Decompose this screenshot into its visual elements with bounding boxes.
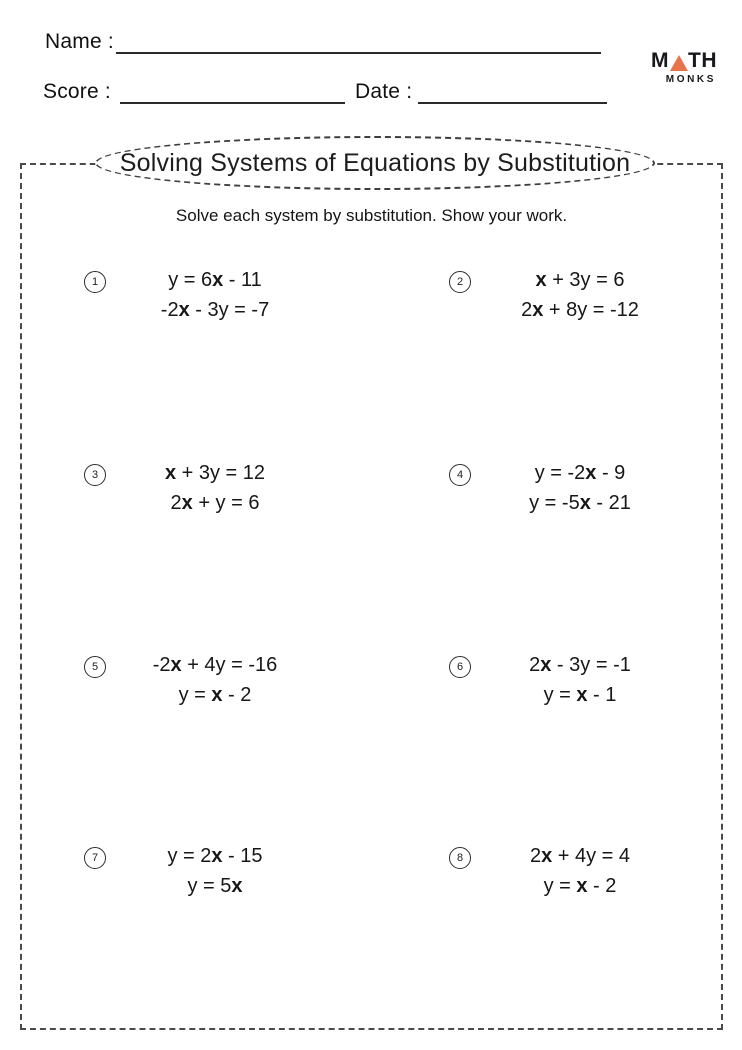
problem-number: 5 (91, 661, 99, 673)
equation-1: -2x + 4y = -16 (152, 654, 278, 676)
problem-number-circle (84, 847, 106, 869)
problem-number: 8 (456, 852, 464, 864)
title-oval (95, 136, 655, 190)
problem-item (449, 265, 669, 325)
math-monks-logo (635, 50, 717, 85)
problem-number-circle (449, 464, 471, 486)
equation-1: y = 6x - 11 (168, 269, 262, 291)
equation-1: 2x - 3y = -1 (529, 654, 631, 676)
equation-block (126, 265, 304, 325)
equation-block (126, 458, 304, 518)
equation-1: x + 3y = 12 (164, 462, 266, 484)
equation-block (491, 265, 669, 325)
problem-number-circle (449, 271, 471, 293)
problem-number: 7 (91, 852, 99, 864)
equation-block (491, 458, 669, 518)
equation-1: y = -2x - 9 (534, 462, 626, 484)
logo-letter-m: M (651, 49, 669, 72)
equation-block (126, 841, 304, 901)
equation-block (491, 841, 669, 901)
problem-item (449, 841, 669, 901)
equation-block (491, 650, 669, 710)
equation-1: 2x + 4y = 4 (529, 845, 631, 867)
equation-2: 2x + 8y = -12 (521, 299, 639, 321)
name-label: Name : (45, 30, 114, 53)
problem-item (449, 650, 669, 710)
equation-2: -2x - 3y = -7 (160, 299, 270, 321)
logo-letters-th: TH (688, 49, 717, 72)
equation-2: y = 5x (187, 875, 243, 897)
problem-number: 4 (456, 469, 464, 481)
worksheet-title: Solving Systems of Equations by Substitution (119, 148, 631, 177)
name-blank-line (116, 52, 601, 54)
problem-number: 2 (456, 276, 464, 288)
problem-number-circle (449, 847, 471, 869)
problem-item (449, 458, 669, 518)
problem-number-circle (84, 271, 106, 293)
logo-triangle-icon (670, 55, 688, 71)
equation-1: y = 2x - 15 (167, 845, 263, 867)
score-label: Score : (43, 80, 111, 103)
problem-number-circle (449, 656, 471, 678)
problem-number: 1 (91, 276, 99, 288)
equation-1: x + 3y = 6 (535, 269, 625, 291)
score-blank-line (120, 102, 345, 104)
equation-2: 2x + y = 6 (170, 492, 260, 514)
problem-number-circle (84, 464, 106, 486)
logo-monks-text: MONKS (665, 74, 716, 85)
equation-block (126, 650, 304, 710)
date-blank-line (418, 102, 607, 104)
problem-number: 3 (91, 469, 99, 481)
equation-2: y = x - 2 (543, 875, 617, 897)
problem-item (84, 458, 304, 518)
date-label: Date : (355, 80, 413, 103)
problem-number-circle (84, 656, 106, 678)
equation-2: y = -5x - 21 (529, 492, 631, 514)
problem-item (84, 650, 304, 710)
problem-item (84, 265, 304, 325)
problem-item (84, 841, 304, 901)
equation-2: y = x - 2 (178, 684, 252, 706)
equation-2: y = x - 1 (543, 684, 617, 706)
problem-number: 6 (456, 661, 464, 673)
logo-math-wordmark (635, 50, 717, 71)
worksheet-instructions: Solve each system by substitution. Show your work. (175, 206, 568, 225)
